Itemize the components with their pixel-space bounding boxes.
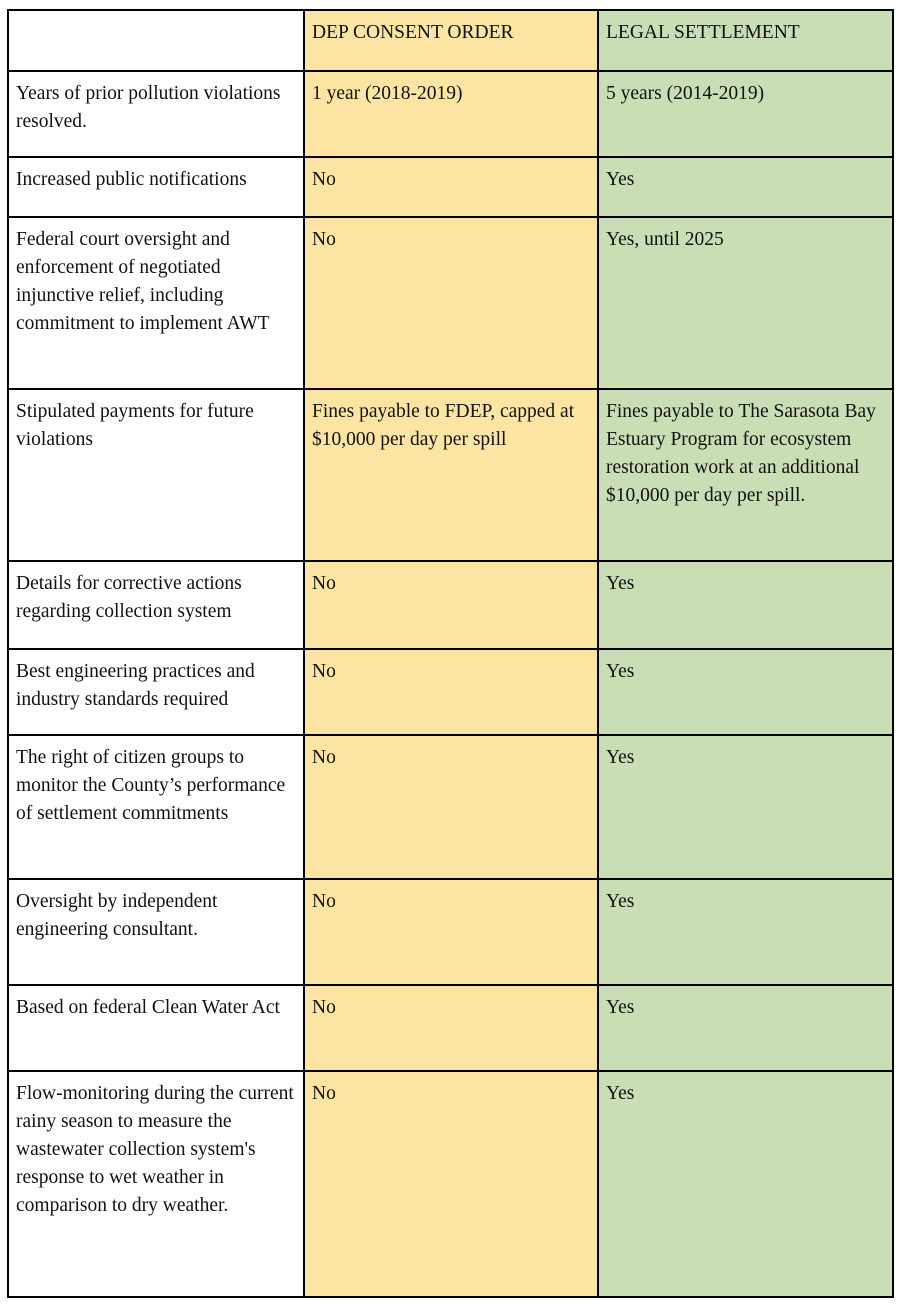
header-row [8,10,893,71]
row-label: Flow-monitoring during the current rainy season to measure the wastewater collection system's response to wet weather in comparison to dry weather. [8,1071,304,1297]
dep-value: No [304,735,598,879]
legal-value: Yes [598,157,893,217]
row-label: Federal court oversight and enforcement of negotiated injunctive relief, including commitment to implement AWT [8,217,304,389]
row-label: Based on federal Clean Water Act [8,985,304,1071]
dep-value: No [304,217,598,389]
row-label: Details for corrective actions regarding collection system [8,561,304,649]
row-label: Increased public notifications [8,157,304,217]
table-row [8,879,893,985]
table-row [8,561,893,649]
row-label: Stipulated payments for future violations [8,389,304,561]
legal-value: Yes [598,985,893,1071]
dep-value: No [304,985,598,1071]
legal-value: Yes [598,1071,893,1297]
table-row [8,217,893,389]
table-row [8,649,893,735]
legal-value: Fines payable to The Sarasota Bay Estuary Program for ecosystem restoration work at an additional $10,000 per day per spill. [598,389,893,561]
header-legal-settlement: LEGAL SETTLEMENT [598,10,893,71]
table-row [8,389,893,561]
dep-value: No [304,561,598,649]
row-label: Oversight by independent engineering consultant. [8,879,304,985]
dep-value: No [304,649,598,735]
table-row [8,71,893,157]
legal-value: Yes [598,879,893,985]
dep-value: Fines payable to FDEP, capped at $10,000 per day per spill [304,389,598,561]
header-dep-consent-order: DEP CONSENT ORDER [304,10,598,71]
table-row [8,1071,893,1297]
row-label: The right of citizen groups to monitor the County’s performance of settlement commitments [8,735,304,879]
legal-value: Yes, until 2025 [598,217,893,389]
row-label: Years of prior pollution violations resolved. [8,71,304,157]
dep-value: No [304,157,598,217]
dep-value: No [304,1071,598,1297]
header-blank-cell [8,10,304,71]
row-label: Best engineering practices and industry standards required [8,649,304,735]
legal-value: Yes [598,561,893,649]
legal-value: 5 years (2014-2019) [598,71,893,157]
legal-value: Yes [598,649,893,735]
table-row [8,985,893,1071]
legal-value: Yes [598,735,893,879]
dep-value: 1 year (2018-2019) [304,71,598,157]
table-row [8,157,893,217]
comparison-table [7,9,894,1298]
table-row [8,735,893,879]
dep-value: No [304,879,598,985]
